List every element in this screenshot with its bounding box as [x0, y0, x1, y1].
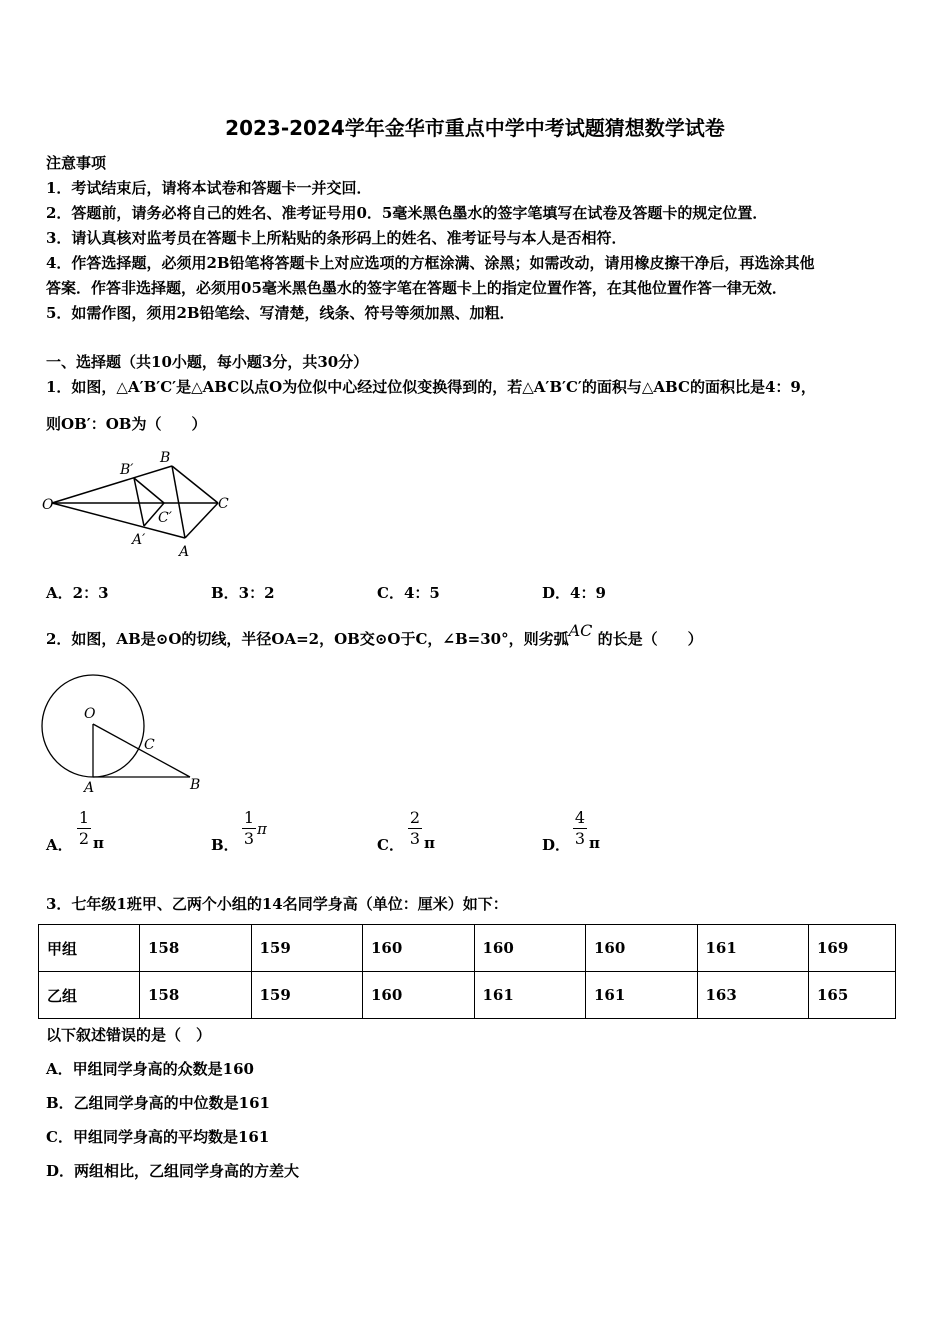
- notice-item: 5．如需作图，须用2B铅笔绘、写清楚，线条、符号等须加黑、加粗．: [46, 304, 515, 322]
- table-cell: 161: [586, 972, 698, 1019]
- label-A-prime: A′: [132, 532, 146, 548]
- label-A: A: [84, 780, 95, 794]
- q2-text: 2．如图，AB是⊙O的切线，半径OA=2，OB交⊙O于C，∠B=30°，则劣弧: [46, 630, 569, 648]
- table-cell: 158: [140, 972, 252, 1019]
- label-B: B: [160, 450, 171, 466]
- notice-item: 2．答题前，请务必将自己的姓名、准考证号用0．5毫米黑色墨水的签字笔填写在试卷及答题卡的规定位置．: [46, 204, 768, 222]
- table-cell: 160: [474, 925, 586, 972]
- q3-option-d[interactable]: D．两组相比，乙组同学身高的方差大: [46, 1162, 300, 1180]
- table-row: [39, 925, 896, 972]
- table-cell: 161: [697, 925, 809, 972]
- q1-option-a[interactable]: A．2：3: [46, 584, 109, 602]
- table-cell: 169: [809, 925, 896, 972]
- label-O: O: [84, 706, 96, 722]
- q1-figure: [40, 448, 240, 563]
- page-title: 2023-2024学年金华市重点中学中考试题猜想数学试卷: [225, 116, 725, 140]
- q3-option-c[interactable]: C．甲组同学身高的平均数是161: [46, 1128, 270, 1146]
- table-cell: 158: [140, 925, 252, 972]
- table-cell: 161: [474, 972, 586, 1019]
- q2-figure: [40, 672, 210, 794]
- table-row: [39, 972, 896, 1019]
- table-cell: 159: [251, 925, 363, 972]
- table-cell: 甲组: [39, 925, 140, 972]
- exam-page: 2023-2024学年金华市重点中学中考试题猜想数学试卷 注意事项 1．考试结束后，请将本试卷和答题卡一并交回． 2．答题前，请务必将自己的姓名、准考证号用0．5毫米黑色墨水的签字笔填写在试卷及答题卡的规定位置． 3．请认真核对监考员在答题卡上所粘贴的条形码上的姓名、准考证号与本人是否相符． 4．作答选择题，必须用2B铅笔将答题卡上对应选项的方框涂满、涂黑；如需改动，请用橡皮擦干净后，再选涂其他 答案．作答非选择题，必须用05毫米黑色墨水的签字笔在答题卡上的指定位置作答，在其他位置作答一律无效． 5．如需作图，须用2B铅笔绘、写清楚，线条、符号等须加黑、加粗． 一、选择题（共10小题，每小题3分，共30分） 1．如图，△A′B′C′是△ABC以点O为位似中心经过位似变换得到的，若△A′B′C′的面积与△ABC的面积比是4：9， 则OB′：OB为（ ） O B′ B C C′ A′ A A．2：3 B．3：2 C．4：5 D．4：9 2．如图，AB是⊙O的切线，半径OA=2，OB交⊙O于C，∠B=30°，则劣弧AC 的长是（ ） O C A B A． $\frac{1}{2}$ π B． $\frac{1}{3}$ π C． $\frac{2}{3}$ π D． $\frac{4}{3}$ π 3．七年级1班甲、乙两个小组的14名同学身高（单位：厘米）如下： 甲组 158 159 160 160 160 161 169 乙组 158 159 160 161 161 163 165 以下叙述错误的是（ ） A．甲组同学身高的众数是160 B．乙组同学身高的中位数是161 C．甲组同学身高的平均数是161 D．两组相比，乙组同学身高的方差大: [0, 0, 950, 1344]
- q1-text: 1．如图，△A′B′C′是△ABC以点O为位似中心经过位似变换得到的，若△A′B′C′的面积与△ABC的面积比是4：9，: [46, 378, 816, 396]
- table-cell: 159: [251, 972, 363, 1019]
- table-cell: 乙组: [39, 972, 140, 1019]
- label-B-prime: B′: [120, 462, 134, 478]
- notice-item: 3．请认真核对监考员在答题卡上所粘贴的条形码上的姓名、准考证号与本人是否相符．: [46, 229, 627, 247]
- q3-option-a[interactable]: A．甲组同学身高的众数是160: [46, 1060, 254, 1078]
- q1-text-cont: 则OB′：OB为（ ）: [46, 415, 207, 433]
- q3-option-b[interactable]: B．乙组同学身高的中位数是161: [46, 1094, 270, 1112]
- q3-prompt: 以下叙述错误的是（ ）: [46, 1026, 212, 1044]
- q1-option-c[interactable]: C．4：5: [377, 584, 440, 602]
- label-A: A: [179, 544, 190, 560]
- label-B: B: [190, 777, 201, 793]
- label-O: O: [42, 497, 54, 513]
- height-table: [38, 924, 896, 1019]
- arc-ac: AC: [568, 621, 593, 640]
- q1-option-d[interactable]: D．4：9: [542, 584, 606, 602]
- table-cell: 163: [697, 972, 809, 1019]
- label-C: C: [144, 737, 155, 753]
- table-cell: 165: [809, 972, 896, 1019]
- notice-item: 答案．作答非选择题，必须用05毫米黑色墨水的签字笔在答题卡上的指定位置作答，在其他位置作答一律无效．: [46, 279, 787, 297]
- label-C-prime: C′: [158, 510, 172, 526]
- table-cell: 160: [363, 925, 475, 972]
- label-C: C: [218, 496, 229, 512]
- section-heading: 一、选择题（共10小题，每小题3分，共30分）: [46, 353, 369, 371]
- notice-item: 4．作答选择题，必须用2B铅笔将答题卡上对应选项的方框涂满、涂黑；如需改动，请用橡皮擦干净后，再选涂其他: [46, 254, 815, 272]
- table-cell: 160: [586, 925, 698, 972]
- table-cell: 160: [363, 972, 475, 1019]
- q1-option-b[interactable]: B．3：2: [211, 584, 275, 602]
- q2-tail: 的长是（ ）: [597, 630, 703, 648]
- notice-item: 1．考试结束后，请将本试卷和答题卡一并交回．: [46, 179, 372, 197]
- notice-heading: 注意事项: [46, 154, 107, 172]
- q3-text: 3．七年级1班甲、乙两个小组的14名同学身高（单位：厘米）如下：: [46, 895, 508, 913]
